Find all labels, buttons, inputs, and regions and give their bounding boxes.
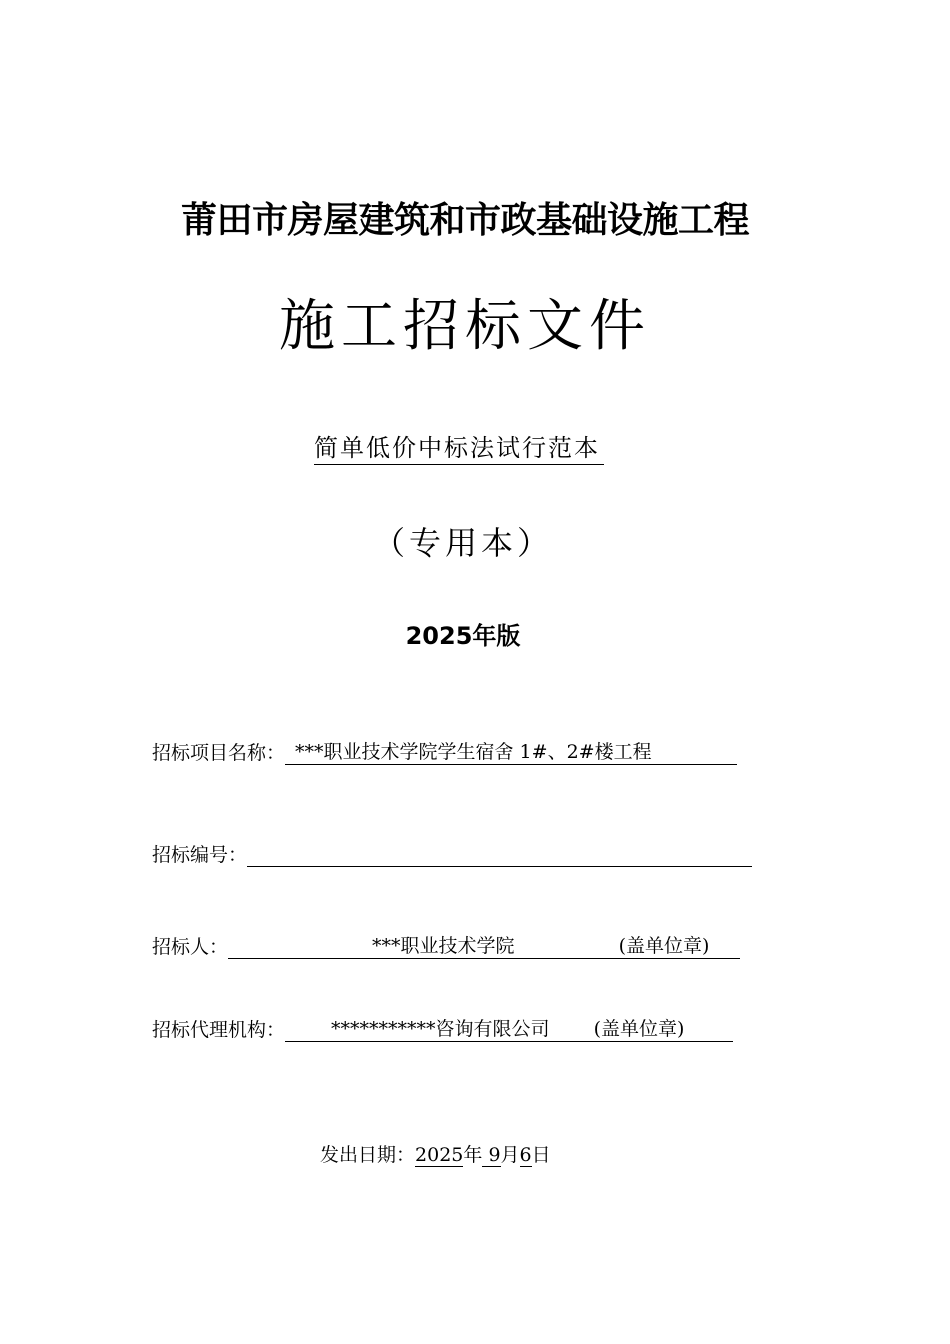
subtitle-text: 简单低价中标法试行范本 bbox=[314, 434, 604, 465]
edition-label: （专用本） bbox=[372, 524, 553, 562]
tenderer-label: 招标人： bbox=[152, 936, 229, 958]
tender-number-field bbox=[152, 840, 752, 867]
main-title: 莆田市房屋建筑和市政基础设施工程 bbox=[180, 199, 749, 241]
tenderer-value: ***职业技术学院 bbox=[372, 935, 515, 957]
issue-date-day: 6 bbox=[519, 1144, 532, 1166]
issue-date-label: 发出日期： bbox=[320, 1144, 416, 1166]
project-name-value-line bbox=[285, 740, 737, 765]
subtitle bbox=[0, 428, 934, 463]
issue-date-month bbox=[482, 1144, 500, 1167]
issue-date-year-unit: 年 bbox=[463, 1144, 483, 1166]
agency-seal: (盖单位章) bbox=[593, 1018, 685, 1040]
tenderer-value-line bbox=[228, 934, 740, 959]
year-version: 2025年版 bbox=[405, 622, 521, 650]
issue-date-month-unit: 月 bbox=[500, 1144, 520, 1166]
tender-number-value-line bbox=[247, 842, 752, 867]
document-title: 施工招标文件 bbox=[279, 294, 651, 359]
project-name-label: 招标项目名称： bbox=[152, 742, 286, 764]
project-name-value: ***职业技术学院学生宿舍 1#、2#楼工程 bbox=[295, 741, 652, 763]
agency-value-line bbox=[285, 1017, 733, 1042]
agency-field bbox=[152, 1015, 733, 1042]
issue-date-year: 2025 bbox=[415, 1144, 464, 1166]
tender-number-label: 招标编号： bbox=[152, 844, 248, 866]
tenderer-field bbox=[152, 932, 740, 959]
agency-value: ***********咨询有限公司 bbox=[331, 1018, 550, 1040]
tenderer-seal: (盖单位章) bbox=[618, 935, 710, 957]
project-name-field bbox=[152, 738, 737, 765]
issue-date-month-value: 9 bbox=[488, 1144, 501, 1166]
issue-date-day-unit: 日 bbox=[531, 1144, 551, 1166]
issue-date bbox=[320, 1140, 551, 1167]
agency-label: 招标代理机构： bbox=[152, 1019, 286, 1041]
